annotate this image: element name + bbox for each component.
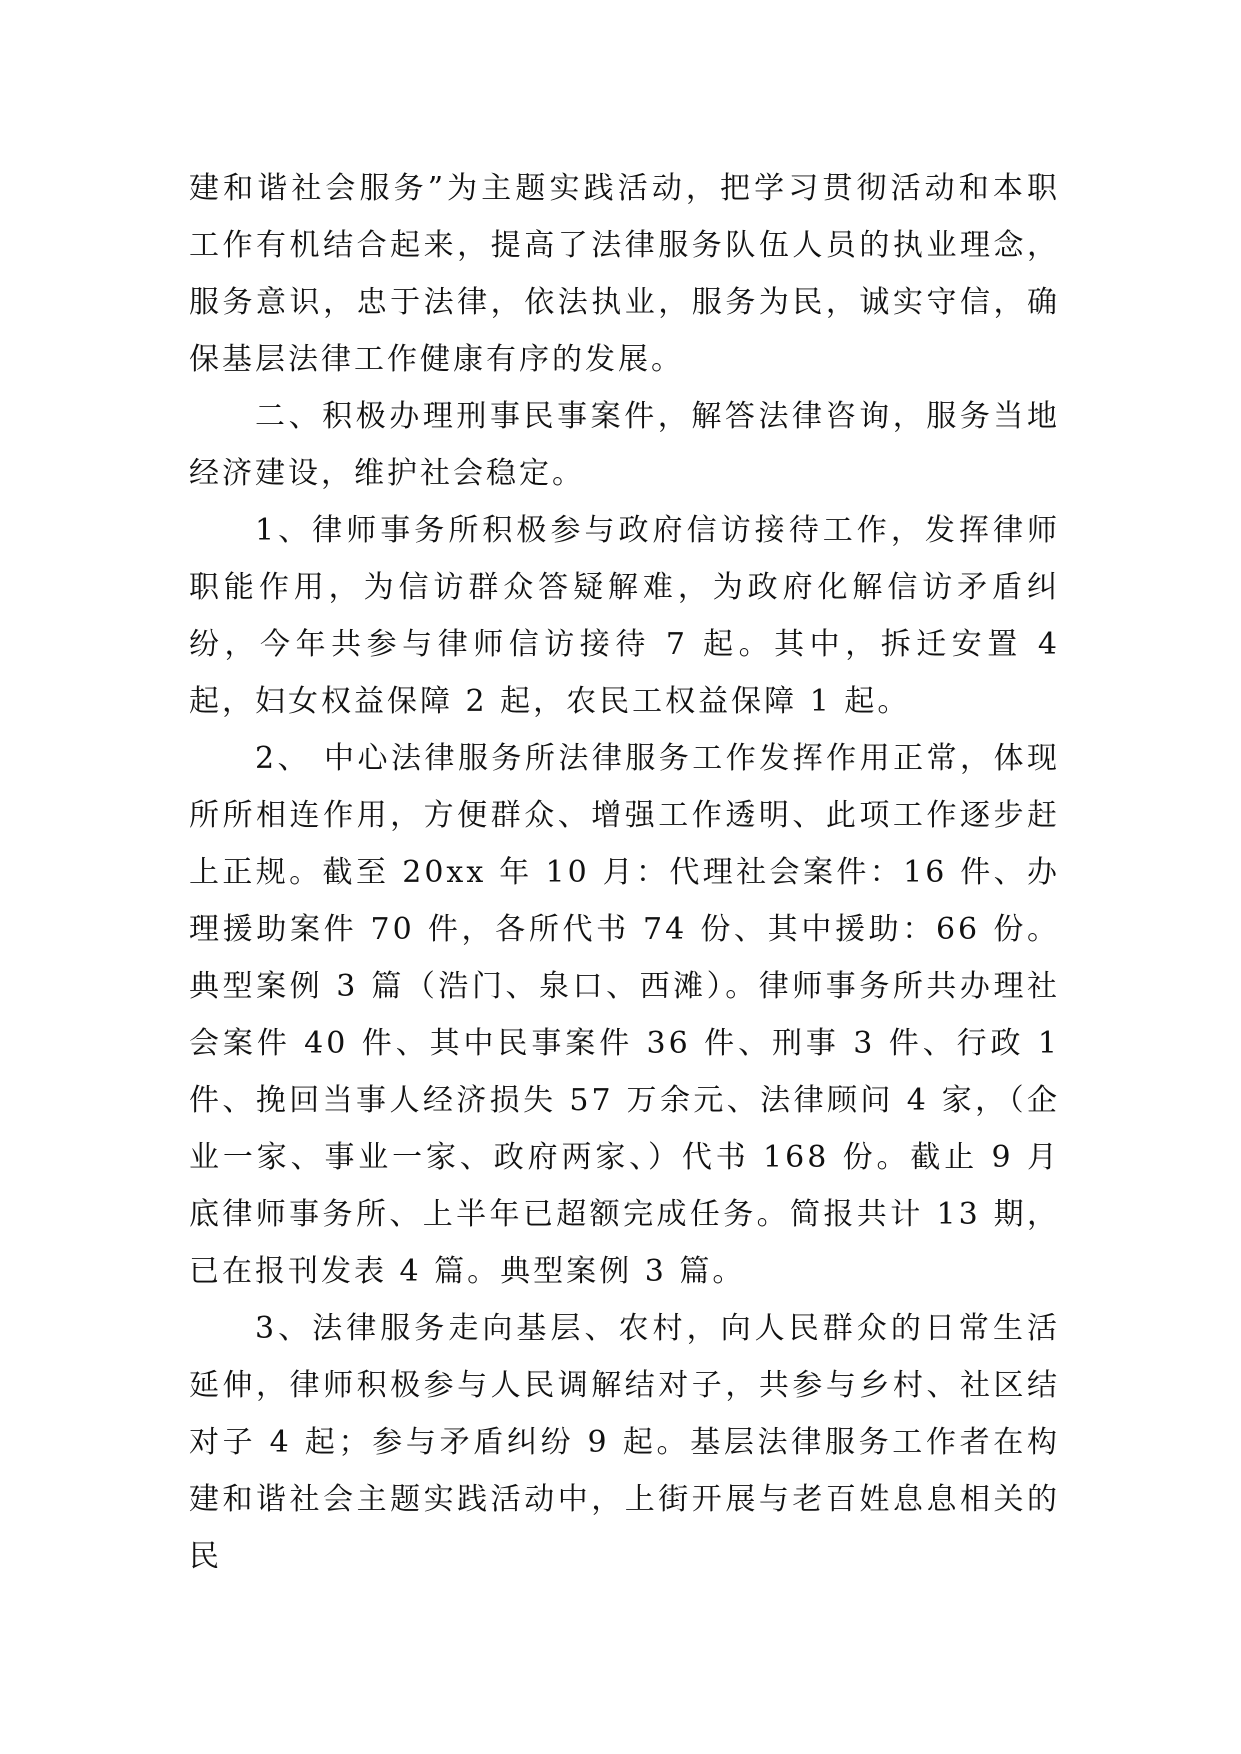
paragraph-item-2: 2、 中心法律服务所法律服务工作发挥作用正常，体现所所相连作用，方便群众、增强工作透明、此项工作逐步赶上正规。截至 20xx 年 10 月：代理社会案件：16 件、办理援助案件 70 件，各所代书 74 份、其中援助：66 份。典型案例 3 篇（浩门、泉口、西滩）。律师事务所共办理社会案件 40 件、其中民事案件 36 件、刑事 3 件、行政 1 件、挽回当事人经济损失 57 万余元、法律顾问 4 家，（企业一家、事业一家、政府两家、）代书 168 份。截止 9 月底律师事务所、上半年已超额完成任务。简报共计 13 期，已在报刊发表 4 篇。典型案例 3 篇。 bbox=[189, 741, 1060, 1289]
paragraph-item-1: 1、律师事务所积极参与政府信访接待工作，发挥律师职能作用，为信访群众答疑解难，为政府化解信访矛盾纠纷，今年共参与律师信访接待 7 起。其中，拆迁安置 4 起，妇女权益保障 2 起，农民工权益保障 1 起。 bbox=[189, 513, 1060, 719]
paragraph-continuation: 建和谐社会服务”为主题实践活动，把学习贯彻活动和本职工作有机结合起来，提高了法律服务队伍人员的执业理念，服务意识，忠于法律，依法执业，服务为民，诚实守信，确保基层法律工作健康有序的发展。 bbox=[189, 171, 1060, 377]
section-heading-two: 二、积极办理刑事民事案件，解答法律咨询，服务当地经济建设，维护社会稳定。 bbox=[189, 399, 1060, 491]
paragraph-item-3: 3、法律服务走向基层、农村，向人民群众的日常生活延伸，律师积极参与人民调解结对子，共参与乡村、社区结对子 4 起；参与矛盾纠纷 9 起。基层法律服务工作者在构建和谐社会主题实践活动中，上街开展与老百姓息息相关的民 bbox=[189, 1311, 1060, 1574]
document-body bbox=[189, 160, 1060, 1585]
